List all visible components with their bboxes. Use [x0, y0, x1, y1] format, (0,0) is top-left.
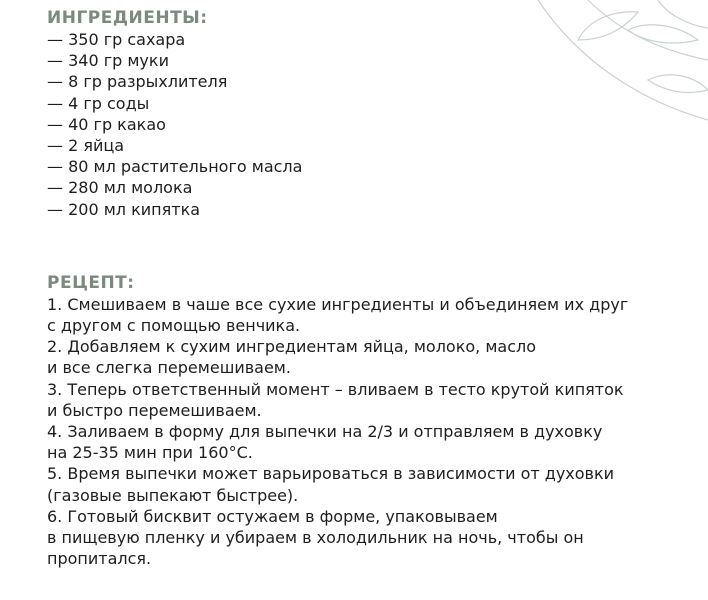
ingredient-item: — 2 яйца — [47, 136, 125, 156]
recipe-step-line: на 25-35 мин при 160°С. — [47, 443, 253, 463]
recipe-heading: РЕЦЕПТ: — [47, 272, 135, 293]
ingredient-item: — 340 гр муки — [47, 51, 169, 71]
recipe-step — [47, 506, 667, 570]
ingredient-item: — 40 гр какао — [47, 114, 166, 134]
ingredients-heading: ИНГРЕДИЕНТЫ: — [47, 8, 208, 28]
ingredients-list — [47, 29, 667, 220]
ingredient-item: — 80 мл растительного масла — [47, 157, 303, 177]
recipe-content — [47, 8, 667, 569]
ingredient-item: — 4 гр соды — [47, 93, 150, 113]
recipe-step-line: пропитался. — [47, 549, 152, 569]
recipe-step-line: 3. Теперь ответственный момент – вливаем в тесто крутой кипяток — [47, 379, 624, 399]
recipe-step — [47, 421, 667, 463]
recipe-step-line: с другом с помощью венчика. — [47, 316, 301, 336]
recipe-step-line: в пищевую пленку и убираем в холодильник на ночь, чтобы он — [47, 528, 584, 548]
recipe-step-line: 6. Готовый бисквит остужаем в форме, упаковываем — [47, 506, 498, 526]
ingredient-item: — 200 мл кипятка — [47, 199, 201, 219]
recipe-step — [47, 463, 667, 505]
recipe-step — [47, 379, 667, 421]
recipe-step-line: 5. Время выпечки может варьироваться в зависимости от духовки — [47, 464, 615, 484]
ingredient-item: — 350 гр сахара — [47, 30, 186, 49]
recipe-step-line: и быстро перемешиваем. — [47, 400, 262, 420]
recipe-step-line: 1. Смешиваем в чаше все сухие ингредиенты и объединяем их друг — [47, 294, 629, 314]
recipe-step — [47, 336, 667, 378]
recipe-steps — [47, 294, 667, 570]
recipe-step-line: (газовые выпекают быстрее). — [47, 485, 299, 505]
recipe-step — [47, 294, 667, 336]
ingredient-item: — 280 мл молока — [47, 178, 193, 198]
ingredient-item: — 8 гр разрыхлителя — [47, 72, 228, 92]
recipe-step-line: 4. Заливаем в форму для выпечки на 2/3 и отправляем в духовку — [47, 422, 603, 442]
recipe-step-line: и все слегка перемешиваем. — [47, 358, 291, 378]
recipe-step-line: 2. Добавляем к сухим ингредиентам яйца, молоко, масло — [47, 337, 537, 357]
